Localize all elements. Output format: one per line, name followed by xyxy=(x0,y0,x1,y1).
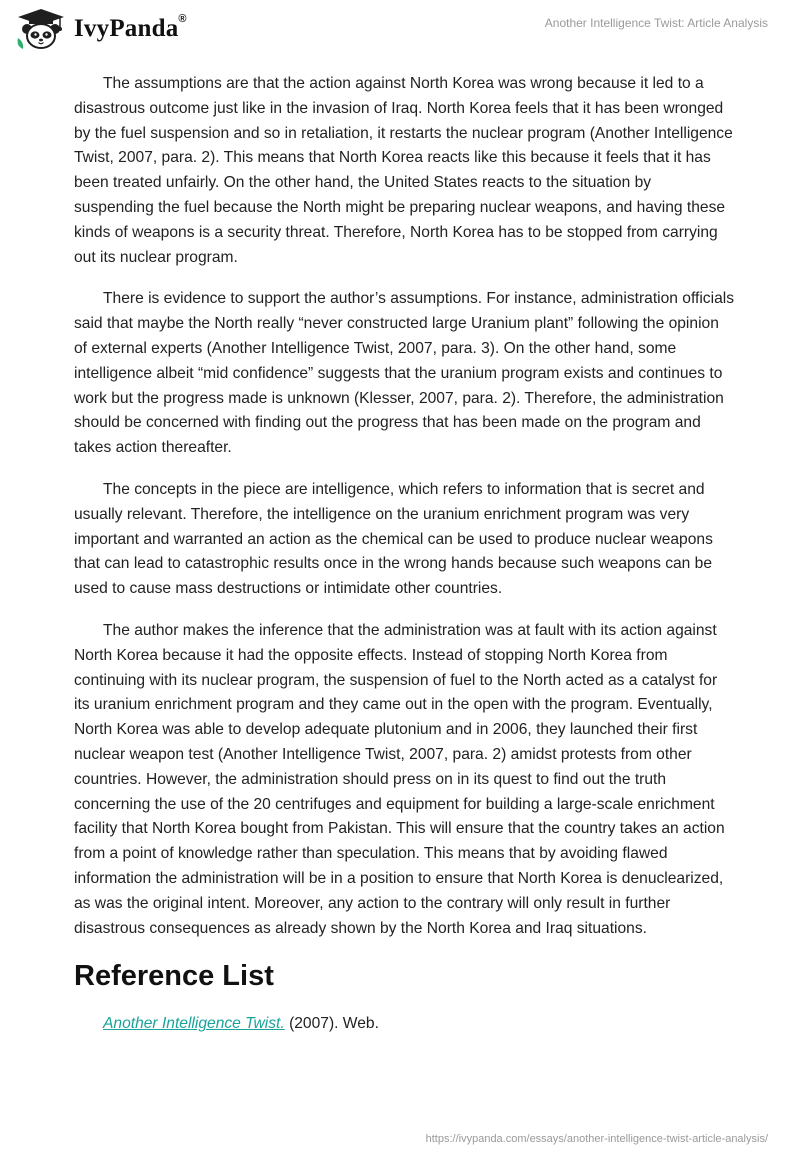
article-body xyxy=(74,72,734,1036)
paragraph: The author makes the inference that the administration was at fault with its action against North Korea because it had the opposite effects. Instead of stopping North Korea from continuing with its nuclear program, the suspension of fuel to the North acted as a catalyst for its uranium enrichment program and they came out in the open with the program. Eventually, North Korea was able to develop adequate plutonium and in 2006, they launched their first nuclear weapon test (Another Intelligence Twist, 2007, para. 2) amidst protests from other countries. However, the administration should press on in its quest to find out the truth concerning the use of the 20 centrifuges and equipment for building a large-scale enrichment facility that North Korea bought from Pakistan. This will ensure that the country takes an action from a point of knowledge rather than speculation. This means that by avoiding flawed information the administration will be in a position to ensure that North Korea is denuclearized, as was the original intent. Moreover, any action to the contrary will only result in further disastrous consequences as already shown by the North Korea and Iraq situations. xyxy=(74,621,725,937)
trademark-mark: ® xyxy=(178,13,187,25)
page-header xyxy=(0,0,800,60)
paragraph: The concepts in the piece are intelligence, which refers to information that is secret and usually relevant. Therefore, the intelligence on the uranium enrichment program was very important and warranted an action as the chemical can be used to produce nuclear weapons that can lead to catastrophic results once in the wrong hands because such weapons can be used to cause mass destructions or intimidate other countries. xyxy=(74,480,713,598)
reference-item xyxy=(74,1012,734,1036)
reference-list-heading: Reference List xyxy=(74,960,274,993)
ivypanda-logo[interactable] xyxy=(14,8,187,50)
document-title: Another Intelligence Twist: Article Analysis xyxy=(544,16,768,30)
brand-name xyxy=(74,15,187,43)
paragraph: There is evidence to support the author’s assumptions. For instance, administration officials said that maybe the North really “never constructed large Uranium plant” following the opinion of external experts (Another Intelligence Twist, 2007, para. 3). On the other hand, some intelligence albeit “mid confidence” suggests that the uranium program exists and continues to work but the progress made is unknown (Klesser, 2007, para. 2). Therefore, the administration should be concerned with finding out the progress that has been made on the program and takes action thereafter. xyxy=(74,290,735,457)
reference-detail: (2007). Web. xyxy=(284,1015,379,1033)
paragraph: The assumptions are that the action against North Korea was wrong because it led to a disastrous outcome just like in the invasion of Iraq. North Korea feels that it has been wronged by the fuel suspension and so in retaliation, it restarts the nuclear program (Another Intelligence Twist, 2007, para. 2). This means that North Korea reacts like this because it feels that it has been treated unfairly. On the other hand, the United States reacts to the situation by suspending the fuel because the North might be preparing nuclear weapons, and having these kinds of weapons is a security threat. Therefore, North Korea has to be stopped from carrying out its nuclear program. xyxy=(74,75,733,266)
reference-link[interactable]: Another Intelligence Twist. xyxy=(103,1015,285,1033)
brand-text: IvyPanda xyxy=(74,15,179,42)
footer-url: https://ivypanda.com/essays/another-intelligence-twist-article-analysis/ xyxy=(425,1133,768,1145)
panda-graduate-icon xyxy=(14,8,68,50)
